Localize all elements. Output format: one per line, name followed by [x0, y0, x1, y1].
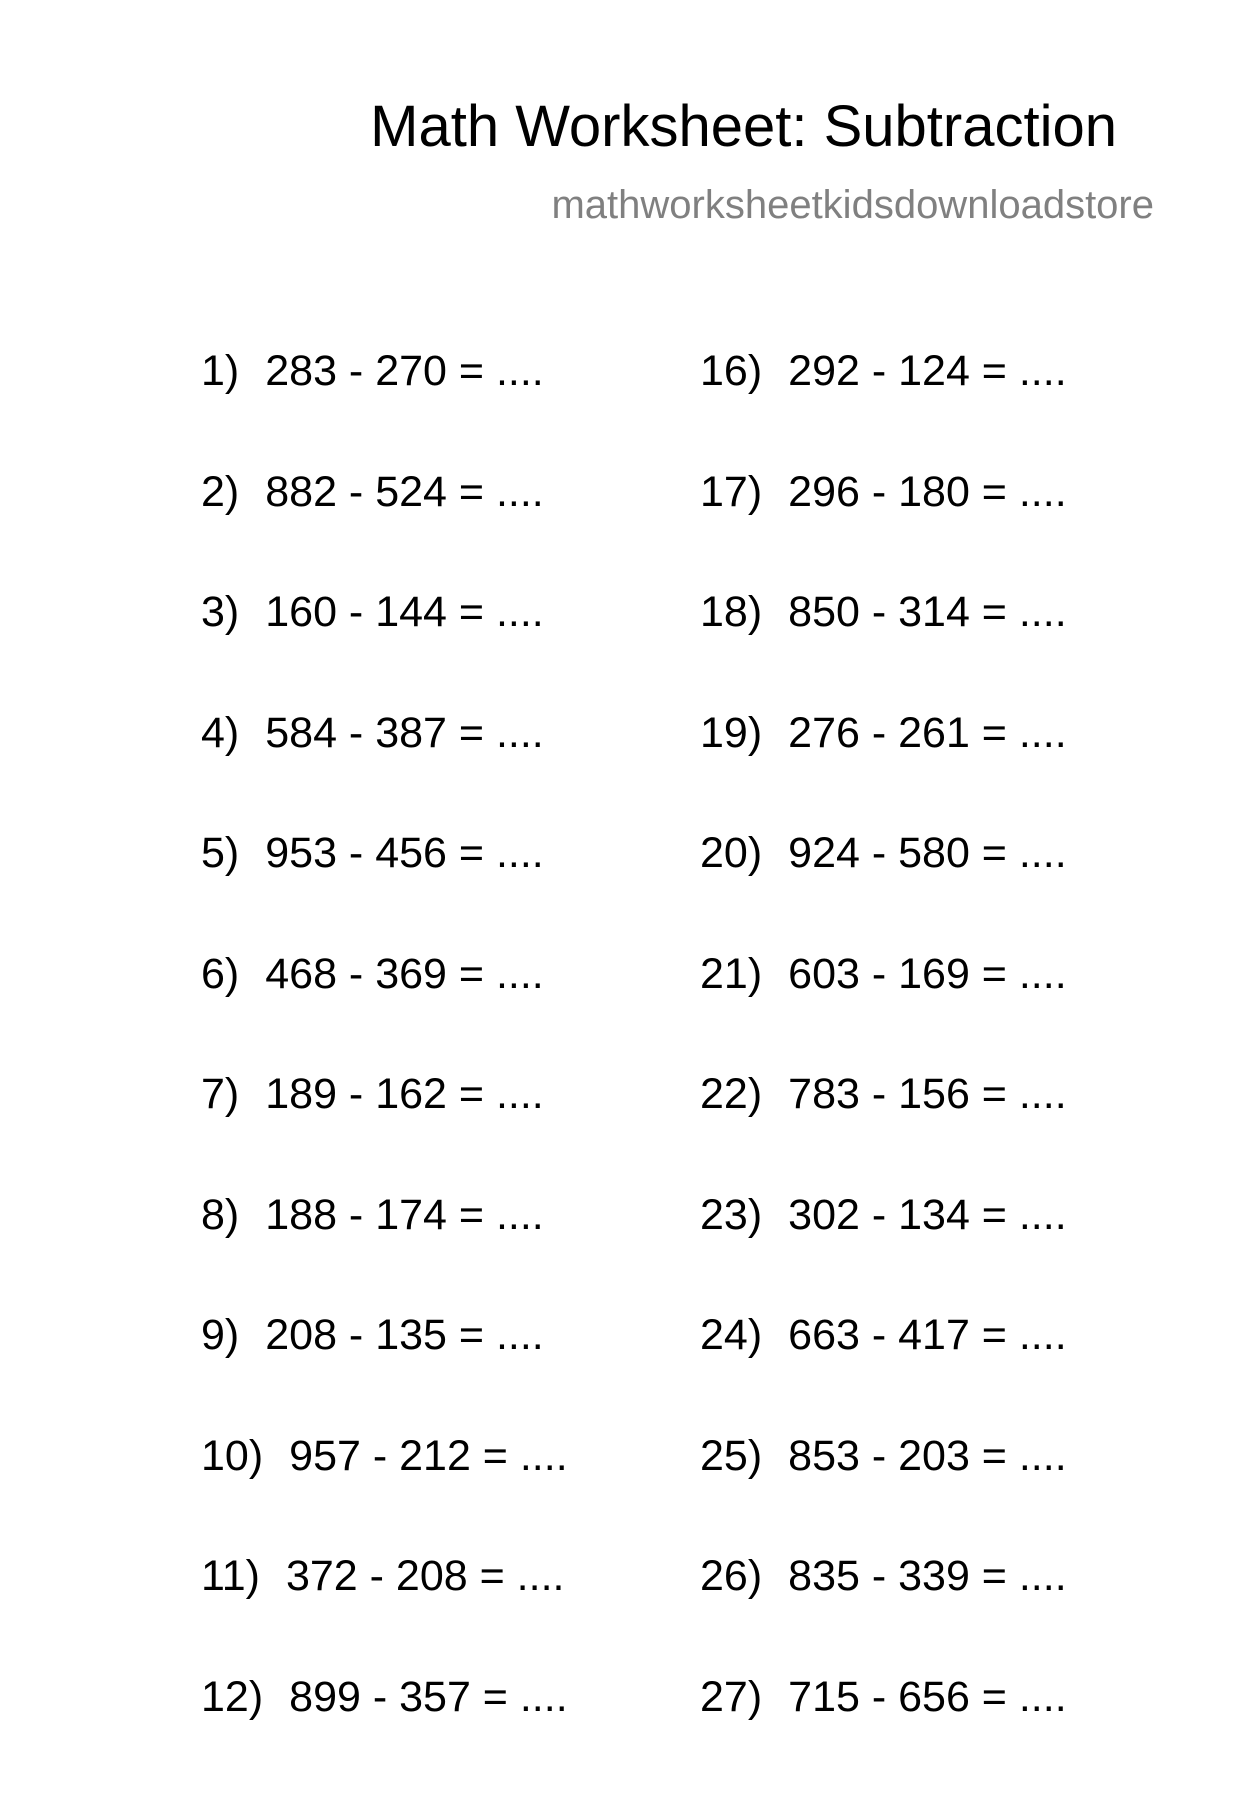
problem-expression: 924 - 580 = .... [788, 829, 1067, 877]
problem-item [700, 1314, 1067, 1435]
problem-expression: 468 - 369 = .... [265, 950, 544, 998]
problem-item [700, 350, 1067, 471]
problem-number: 22) [700, 1070, 762, 1118]
problem-expression: 715 - 656 = .... [788, 1673, 1067, 1721]
problem-column-right [700, 350, 1067, 1796]
problem-item [201, 1555, 568, 1676]
problem-item [201, 1194, 568, 1315]
problem-expression: 603 - 169 = .... [788, 950, 1067, 998]
problem-item [201, 953, 568, 1074]
problem-expression: 160 - 144 = .... [265, 588, 544, 636]
problem-expression: 372 - 208 = .... [286, 1552, 565, 1600]
problem-expression: 953 - 456 = .... [265, 829, 544, 877]
problem-number: 20) [700, 829, 762, 877]
problem-item [201, 1073, 568, 1194]
problem-number: 25) [700, 1432, 762, 1480]
problem-expression: 783 - 156 = .... [788, 1070, 1067, 1118]
problem-item [700, 953, 1067, 1074]
problem-number: 6) [201, 950, 239, 998]
worksheet-title: Math Worksheet: Subtraction [370, 98, 1117, 156]
problem-item [201, 1435, 568, 1556]
problem-item [201, 471, 568, 592]
problem-expression: 189 - 162 = .... [265, 1070, 544, 1118]
problem-expression: 957 - 212 = .... [289, 1432, 568, 1480]
problem-item [201, 712, 568, 833]
problem-item [700, 1073, 1067, 1194]
problem-item [201, 591, 568, 712]
problem-number: 17) [700, 468, 762, 516]
problem-item [700, 1676, 1067, 1796]
problem-number: 9) [201, 1311, 239, 1359]
problem-item [201, 350, 568, 471]
problem-item [700, 1555, 1067, 1676]
problem-column-left [201, 350, 568, 1796]
problem-item [700, 832, 1067, 953]
problem-number: 12) [201, 1673, 263, 1721]
problem-expression: 882 - 524 = .... [265, 468, 544, 516]
problem-item [700, 591, 1067, 712]
problem-number: 3) [201, 588, 239, 636]
problem-number: 18) [700, 588, 762, 636]
problem-item [201, 1676, 568, 1796]
problem-number: 10) [201, 1432, 263, 1480]
problem-expression: 283 - 270 = .... [265, 347, 544, 395]
problem-item [201, 1314, 568, 1435]
problem-expression: 302 - 134 = .... [788, 1191, 1067, 1239]
problem-number: 23) [700, 1191, 762, 1239]
problem-number: 2) [201, 468, 239, 516]
problem-item [700, 1435, 1067, 1556]
worksheet-subtitle: mathworksheetkidsdownloadstore [551, 185, 1154, 225]
problem-expression: 208 - 135 = .... [265, 1311, 544, 1359]
problem-number: 26) [700, 1552, 762, 1600]
problem-number: 24) [700, 1311, 762, 1359]
problem-number: 21) [700, 950, 762, 998]
problem-number: 16) [700, 347, 762, 395]
problem-expression: 663 - 417 = .... [788, 1311, 1067, 1359]
problem-item [700, 1194, 1067, 1315]
problem-expression: 292 - 124 = .... [788, 347, 1067, 395]
problem-item [201, 832, 568, 953]
problem-expression: 835 - 339 = .... [788, 1552, 1067, 1600]
problem-expression: 853 - 203 = .... [788, 1432, 1067, 1480]
problem-item [700, 712, 1067, 833]
problem-number: 1) [201, 347, 239, 395]
problem-number: 7) [201, 1070, 239, 1118]
problem-number: 27) [700, 1673, 762, 1721]
problem-expression: 850 - 314 = .... [788, 588, 1067, 636]
problem-expression: 899 - 357 = .... [289, 1673, 568, 1721]
problem-expression: 276 - 261 = .... [788, 709, 1067, 757]
problem-expression: 188 - 174 = .... [265, 1191, 544, 1239]
problem-expression: 584 - 387 = .... [265, 709, 544, 757]
problem-number: 19) [700, 709, 762, 757]
problem-number: 5) [201, 829, 239, 877]
problem-number: 4) [201, 709, 239, 757]
problem-expression: 296 - 180 = .... [788, 468, 1067, 516]
problem-number: 8) [201, 1191, 239, 1239]
problem-item [700, 471, 1067, 592]
problem-number: 11) [201, 1552, 260, 1600]
